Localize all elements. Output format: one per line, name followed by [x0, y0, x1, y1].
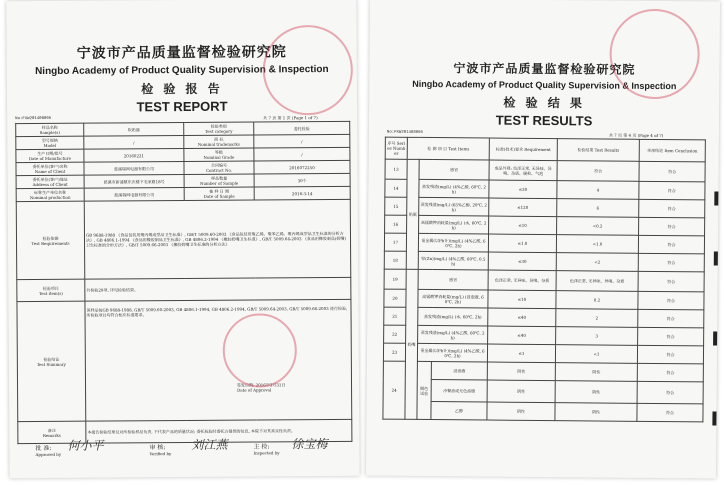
row-no: 19 — [384, 269, 406, 289]
row-label2-en: Nominal trademarks — [197, 141, 240, 147]
test-items-row — [17, 277, 351, 301]
row-result: 2 — [556, 309, 638, 328]
institute-stamp — [609, 9, 700, 100]
row-result: 6 — [557, 199, 639, 218]
row-value: 20160221 — [84, 148, 184, 162]
binder-tab — [713, 331, 719, 345]
row-result: 3 — [556, 327, 638, 346]
row-no: 14 — [385, 179, 407, 197]
row-item: 蒸发残渣(mg/L) (水, 60℃, 2h) — [418, 307, 488, 326]
requirements-text: GB 9688-1988 《食品包装用聚丙烯成型品卫生标准》, GB/T 5009.60-2003 《食品包装用聚乙烯、聚苯乙烯、聚丙烯成型品卫生标准的分析方法》, GB 4806.1-1994 《食品用橡胶制品卫生标准》, GB 4806.2-1994 《橡胶奶嘴卫生标准》, GB/T 5009.64-2003 《食品用橡胶制品(奶嘴)卫生标准的分析方法》, GB/T 5009.66-2003 《橡胶奶嘴卫生标准的分析方法》 — [84, 199, 351, 279]
row-no: 13 — [385, 159, 407, 179]
row-label2: 合同编号 — [210, 162, 228, 168]
report-info-table — [15, 121, 352, 444]
row-no: 20 — [384, 289, 406, 307]
row-value2: 2016072250 — [254, 160, 350, 174]
row-conclusion: 符合 — [639, 161, 705, 182]
row-label-en: Address of Client — [32, 181, 68, 188]
report-doc-number: No:FXW201408095 — [15, 116, 52, 122]
row-value2: / — [254, 134, 350, 148]
results-table — [382, 137, 705, 423]
row-value: 吹奶器 — [84, 122, 184, 136]
requirements-label: 检验依据 — [42, 235, 59, 241]
row-value: / — [84, 135, 184, 149]
table-row-sub — [383, 401, 703, 422]
approved-label: 批 准: — [35, 444, 52, 453]
row-label: 标称生产单位名称 — [34, 189, 67, 196]
test-items-label: 检验项目 — [42, 285, 59, 291]
test-report-page — [6, 0, 359, 478]
row-result: <2 — [556, 253, 638, 272]
row-conclusion: 符合 — [638, 291, 704, 310]
row-no: 22 — [384, 325, 406, 343]
report-title-cn: 检 验 报 告 — [141, 81, 223, 97]
row-value: 慈溪瑞网电器有限公司 — [84, 161, 184, 175]
row-conclusion: 符合 — [639, 199, 705, 218]
row-subitem: 浸油液 — [431, 362, 487, 380]
row-result: <1.0 — [556, 235, 638, 254]
row-result: 阴性 — [555, 363, 637, 382]
row-label-en: Model — [43, 142, 57, 148]
row-requirement: ≤30 — [488, 252, 556, 271]
row-value: 慈溪瑞网电器有限公司 — [84, 187, 184, 201]
results-title-cn: 检 验 结 果 — [503, 95, 586, 111]
row-no: 16 — [385, 215, 407, 233]
issue-date-en: Date of Approval — [237, 387, 272, 393]
row-label2-en: Contract No. — [205, 167, 233, 173]
row-requirement: ≤40 — [488, 326, 556, 345]
row-no: 15 — [385, 197, 407, 215]
row-item: 高锰酸钾消耗量(mg/L) (水, 60℃, 2h) — [419, 215, 489, 234]
approved-label-en: Approved by — [35, 451, 62, 458]
row-subitem: 乙醇 — [431, 402, 487, 420]
row-item: 蒸发残渣(mg/L) (4%乙酸, 60℃, 2h) — [419, 179, 489, 198]
binder-tab — [714, 251, 720, 265]
row-label2: 样品数量 — [211, 175, 228, 181]
row-value: 慈溪市新浦镇东庆楼下毛家路18号 — [84, 174, 184, 188]
row-conclusion: 符合 — [637, 345, 703, 364]
row-item: 脱色试验 — [417, 361, 432, 419]
row-requirement: 阴性 — [487, 402, 555, 421]
row-requirement: ≤1 — [487, 344, 555, 363]
row-label: 生产日期/批号 — [37, 150, 63, 157]
summary-text: 该样品按GB 9688-1988, GB/T 5009.60-2003, GB 4806.1-1994, GB 4806.2-1994, GB/T 5009.64-2003, GB/T 5009.66-2003 进行检验, 所检验项目均符合相应标准要求。 — [86, 305, 348, 318]
report-page-number: 共 7 页 第 1 页 (Page 1 of 7) — [263, 115, 318, 121]
inspected-label-en: Inspected by — [253, 450, 280, 456]
row-subitem: 冷餐油或无色油脂 — [431, 380, 487, 402]
row-requirement: 色泽正常, 无异味、异嗅、杂质 — [488, 270, 556, 291]
row-item: 蒸发残渣(mg/L) (4%乙酸, 60℃, 2h) — [418, 325, 488, 344]
row-item: 重金属(以Pb计)(mg/L) (4%乙酸, 60℃, 2h) — [417, 343, 487, 362]
table-row — [385, 159, 705, 182]
row-label2: 等级 — [214, 149, 223, 155]
inspector-signature: 徐宝梅 — [291, 436, 328, 452]
row-label: 样品名称 — [41, 124, 58, 130]
row-no: 24 — [383, 361, 406, 419]
requirements-row — [16, 199, 351, 279]
row-requirement: 阴性 — [487, 362, 555, 381]
test-items-label-en: Test item(s) — [38, 290, 63, 296]
row-requirement: ≤1.0 — [488, 234, 556, 253]
row-conclusion: 符合 — [638, 235, 704, 254]
row-requirement: 阴性 — [487, 380, 555, 403]
row-label: 委托单位(客户)地址 — [32, 176, 68, 183]
row-requirement: ≤40 — [488, 308, 556, 327]
header-conclusion: 单项结论 Item Conclusion — [639, 139, 705, 162]
results-page-number: 共 7 页 第 4 页 (Page 4 of 7) — [608, 132, 664, 139]
results-institute-en: Ningbo Academy of Product Quality Supervision & Inspection — [412, 78, 677, 92]
row-value2: 2016-3-14 — [254, 186, 350, 200]
issue-date: 签发日期: 2016年3月31日 — [237, 382, 286, 388]
table-row-sub — [383, 379, 703, 404]
row-result: 0.2 — [556, 291, 638, 310]
row-value2: 30个 — [254, 173, 350, 187]
row-result: 色泽正常, 无异味、异嗅、杂质 — [556, 271, 638, 292]
row-conclusion: 符合 — [637, 363, 703, 382]
row-conclusion: 符合 — [638, 271, 704, 292]
row-conclusion: 符合 — [637, 381, 703, 404]
row-result: 阴性 — [555, 403, 637, 422]
results-title-en: TEST RESULTS — [495, 112, 593, 129]
row-result: 4 — [557, 181, 639, 200]
table-row — [384, 269, 704, 292]
row-value2: / — [254, 147, 350, 161]
row-requirement: ≤120 — [489, 198, 557, 217]
report-title-en: TEST REPORT — [136, 98, 228, 115]
row-requirement: ≤10 — [488, 290, 556, 309]
requirements-label-en: Test Requirements — [31, 240, 70, 246]
row-conclusion: 符合 — [638, 253, 704, 272]
row-label2: 检验类别 — [210, 123, 227, 129]
row-label-en: Name of Client — [34, 168, 66, 175]
test-results-page — [366, 0, 720, 479]
row-label2-en: Nominal Grade — [203, 154, 235, 160]
row-item: 高锰酸钾消耗量(mg/L) (浸泡液, 60℃, 2h) — [418, 289, 488, 308]
row-no: 17 — [384, 233, 406, 251]
inspected-label: 主 检: — [253, 443, 270, 451]
row-conclusion: 符合 — [637, 403, 703, 422]
results-institute-cn: 宁波市产品质量监督检验研究院 — [453, 61, 636, 77]
row-label2-en: Number of Sample — [199, 180, 239, 186]
approver-signature: 何小平 — [67, 438, 104, 453]
row-item: 锌(Zn)(mg/L) (4%乙酸, 60℃, 0.5h) — [418, 251, 488, 270]
verified-label: 审 核: — [149, 444, 166, 452]
row-requirement: ≤30 — [489, 180, 557, 199]
remarks-text: 本报告检验结果仅对所检验样品负责, 不代表产品的质量状况; 委托检验时委托方提供的信息, 本院不对其真实性负责。 — [86, 419, 352, 443]
row-label2-en: Date of Sample — [203, 193, 235, 199]
remarks-label-en: Remarks — [42, 432, 61, 438]
test-items-text: 共检验29项, 详见检验结果。 — [85, 277, 351, 301]
summary-label-en: Test Summary — [36, 361, 66, 367]
verified-label-en: Verified by — [149, 451, 172, 457]
row-no: 18 — [384, 251, 406, 269]
row-label2-en: Test category — [205, 128, 233, 134]
results-header-row — [385, 137, 705, 162]
row-conclusion: 符合 — [639, 181, 705, 200]
header-test-items: 检 测 项 目 Test Items — [407, 137, 489, 160]
row-no: 21 — [384, 307, 406, 325]
approval-stamp — [223, 313, 298, 388]
row-result: 阴性 — [555, 381, 637, 404]
row-label2: 商 标 — [214, 136, 224, 142]
row-item: 重金属(以Pb计)(mg/L) (4%乙酸, 60℃, 2h) — [418, 233, 488, 252]
row-requirement: 成品外观: 色泽正常, 无异味、异嗅、杂质、硬粒、气泡 — [489, 160, 557, 181]
institute-stamp — [263, 25, 354, 116]
verifier-signature: 刘江燕 — [191, 437, 228, 452]
results-doc-number: No:FXW201408095 — [386, 130, 423, 135]
summary-label: 检验结论 — [43, 356, 60, 362]
row-result: 符合 — [557, 161, 639, 182]
row-label: 委托单位(客户)名称 — [32, 163, 68, 170]
remarks-label: 备注 — [47, 427, 56, 433]
row-value2: 委托检验 — [254, 121, 350, 135]
row-no: 23 — [383, 343, 405, 361]
header-test-results: 检验结果 Test Results — [557, 139, 639, 162]
row-label-en: Sample(s) — [39, 129, 60, 135]
row-result: <0.2 — [557, 217, 639, 236]
row-result: <1 — [555, 345, 637, 364]
row-conclusion: 符合 — [638, 309, 704, 328]
group-label-bottle: 奶瓶 — [406, 159, 419, 269]
report-institute-en: Ningbo Academy of Product Quality Supervision & Inspection — [35, 63, 329, 78]
report-institute-cn: 宁波市产品质量监督检验研究院 — [76, 44, 287, 62]
binder-tab — [712, 411, 718, 425]
row-conclusion: 符合 — [638, 327, 704, 346]
row-item: 蒸发残渣(mg/L) (65%乙醇, 20℃, 2h) — [419, 197, 489, 216]
binder-tab — [714, 191, 720, 205]
group-label-nipple: 奶嘴 — [405, 269, 418, 419]
row-conclusion: 符合 — [639, 217, 705, 236]
row-item: 感官 — [419, 159, 489, 180]
header-requirement: 标准(技术)要求 Requirement — [489, 138, 557, 161]
row-item: 感官 — [418, 269, 488, 290]
row-label-en: Nominal production — [29, 194, 71, 201]
row-label-en: Date of Manufacture — [28, 155, 72, 162]
row-label: 型号规格 — [41, 137, 58, 143]
header-series: 序号 Series Number — [385, 137, 407, 159]
summary-row — [17, 299, 352, 421]
row-requirement: ≤10 — [489, 216, 557, 235]
row-label2: 抽 样 日 期 — [209, 188, 230, 194]
